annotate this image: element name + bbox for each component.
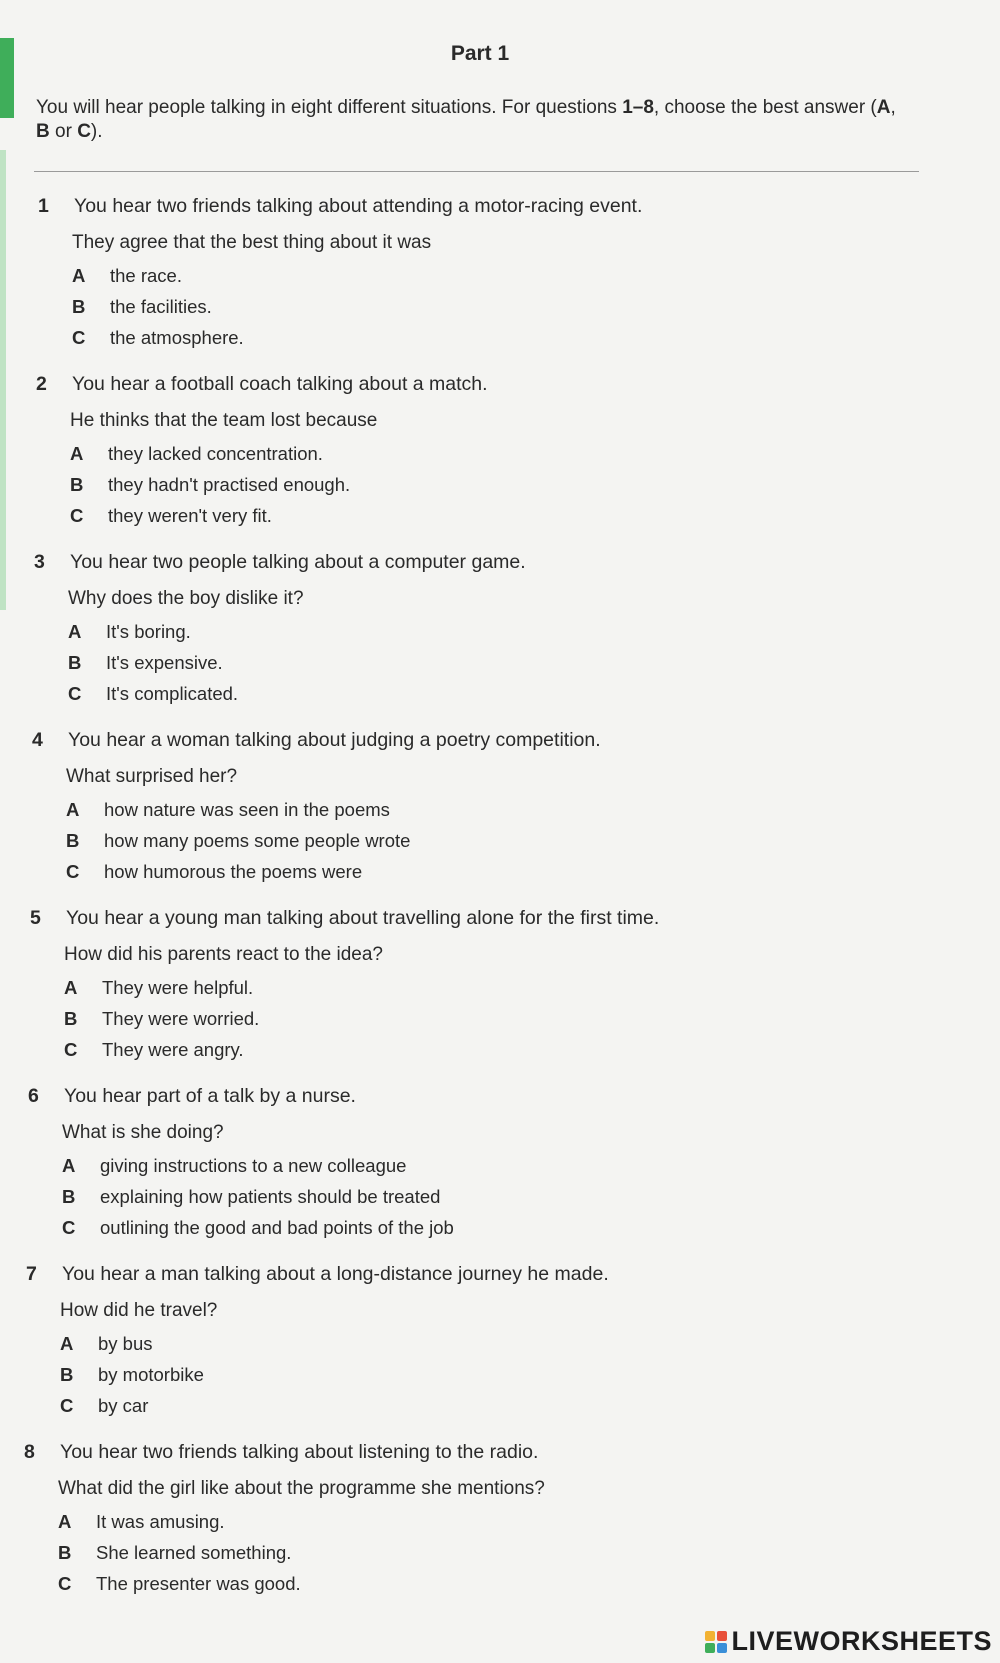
question-number: 5 (30, 907, 41, 929)
option-letter: B (58, 1542, 72, 1563)
option-text: the atmosphere. (110, 327, 244, 348)
question-text: You hear a football coach talking about a match. (72, 373, 488, 395)
option-letter: A (66, 799, 80, 820)
option-letter: C (64, 1039, 78, 1060)
option-letter: C (66, 861, 80, 882)
question-1 (0, 192, 1000, 370)
option-letter: B (72, 296, 86, 317)
option-text: They were angry. (102, 1039, 244, 1060)
option-text: they hadn't practised enough. (108, 474, 351, 495)
question-text: You hear a young man talking about travelling alone for the first time. (66, 907, 660, 929)
question-number: 3 (34, 551, 45, 573)
question-prompt: What is she doing? (62, 1122, 224, 1143)
option-text: They were worried. (102, 1008, 260, 1029)
liveworksheets-logo-icon (705, 1631, 727, 1653)
option-letter: A (60, 1333, 74, 1354)
option-text: by motorbike (98, 1364, 204, 1385)
question-stem (0, 548, 1000, 584)
logo-text: LIVEWORKSHEETS (731, 1626, 992, 1656)
option-text: explaining how patients should be treated (100, 1186, 441, 1207)
option-text: It was amusing. (96, 1511, 225, 1532)
option-text: they weren't very fit. (108, 505, 272, 526)
question-3 (0, 548, 1000, 726)
question-text: You hear two friends talking about attending a motor-racing event. (74, 195, 643, 217)
question-stem (0, 1260, 1000, 1296)
question-stem (0, 726, 1000, 762)
question-stem (0, 1438, 1000, 1474)
question-prompt: What did the girl like about the programme she mentions? (58, 1478, 545, 1499)
question-stem (0, 1082, 1000, 1118)
logo-square (705, 1643, 715, 1653)
question-number: 7 (26, 1263, 37, 1285)
question-text: You hear part of a talk by a nurse. (64, 1085, 356, 1107)
option-text: It's complicated. (106, 683, 239, 704)
option-letter: B (68, 652, 82, 673)
option-letter: A (62, 1155, 76, 1176)
option-text: the race. (110, 265, 182, 286)
question-prompt: What surprised her? (66, 766, 238, 787)
question-number: 4 (32, 729, 43, 751)
question-prompt: How did he travel? (60, 1300, 218, 1321)
question-6 (0, 1082, 1000, 1260)
option-text: how humorous the poems were (104, 861, 363, 882)
question-text: You hear a woman talking about judging a poetry competition. (68, 729, 601, 751)
option-text: by car (98, 1395, 149, 1416)
option-text: She learned something. (96, 1542, 292, 1563)
question-stem (0, 904, 1000, 940)
liveworksheets-logo (705, 1626, 992, 1657)
option-text: It's expensive. (106, 652, 223, 673)
question-number: 6 (28, 1085, 39, 1107)
logo-square (717, 1631, 727, 1641)
question-8 (0, 1438, 1000, 1616)
question-stem (0, 192, 1000, 228)
option-letter: C (60, 1395, 74, 1416)
option-letter: B (70, 474, 84, 495)
question-7 (0, 1260, 1000, 1438)
option-letter: B (60, 1364, 74, 1385)
question-text: You hear two people talking about a computer game. (70, 551, 526, 573)
question-list (0, 192, 1000, 1616)
part-title: Part 1 (450, 42, 510, 65)
option-letter: C (70, 505, 84, 526)
question-stem (0, 370, 1000, 406)
option-text: They were helpful. (102, 977, 254, 998)
question-prompt: Why does the boy dislike it? (68, 588, 304, 609)
option-text: giving instructions to a new colleague (100, 1155, 407, 1176)
option-letter: C (62, 1217, 76, 1238)
option-text: how nature was seen in the poems (104, 799, 390, 820)
option-text: the facilities. (110, 296, 212, 317)
option-letter: A (72, 265, 86, 286)
option-text: It's boring. (106, 621, 191, 642)
question-text: You hear a man talking about a long-distance journey he made. (62, 1263, 609, 1285)
option-letter: C (58, 1573, 72, 1594)
option-letter: B (66, 830, 80, 851)
option-letter: B (62, 1186, 76, 1207)
option-text: how many poems some people wrote (104, 830, 411, 851)
instructions: You will hear people talking in eight different situations. For questions 1–8, choose the best answer (A, B or C). (36, 97, 896, 142)
divider (34, 171, 919, 172)
question-prompt: He thinks that the team lost because (70, 410, 378, 431)
option-letter: C (72, 327, 86, 348)
option-letter: A (58, 1511, 72, 1532)
question-4 (0, 726, 1000, 904)
logo-square (717, 1643, 727, 1653)
option-letter: A (70, 443, 84, 464)
question-2 (0, 370, 1000, 548)
question-text: You hear two friends talking about listening to the radio. (60, 1441, 539, 1463)
logo-square (705, 1631, 715, 1641)
option-letter: A (68, 621, 82, 642)
option-letter: C (68, 683, 82, 704)
question-number: 2 (36, 373, 47, 395)
option-letter: B (64, 1008, 78, 1029)
question-number: 1 (38, 195, 49, 217)
option-text: they lacked concentration. (108, 443, 323, 464)
option-text: outlining the good and bad points of the job (100, 1217, 454, 1238)
option-text: by bus (98, 1333, 153, 1354)
option-letter: A (64, 977, 78, 998)
question-number: 8 (24, 1441, 35, 1463)
question-5 (0, 904, 1000, 1082)
question-prompt: How did his parents react to the idea? (64, 944, 383, 965)
question-prompt: They agree that the best thing about it was (72, 232, 432, 253)
option-text: The presenter was good. (96, 1573, 301, 1594)
